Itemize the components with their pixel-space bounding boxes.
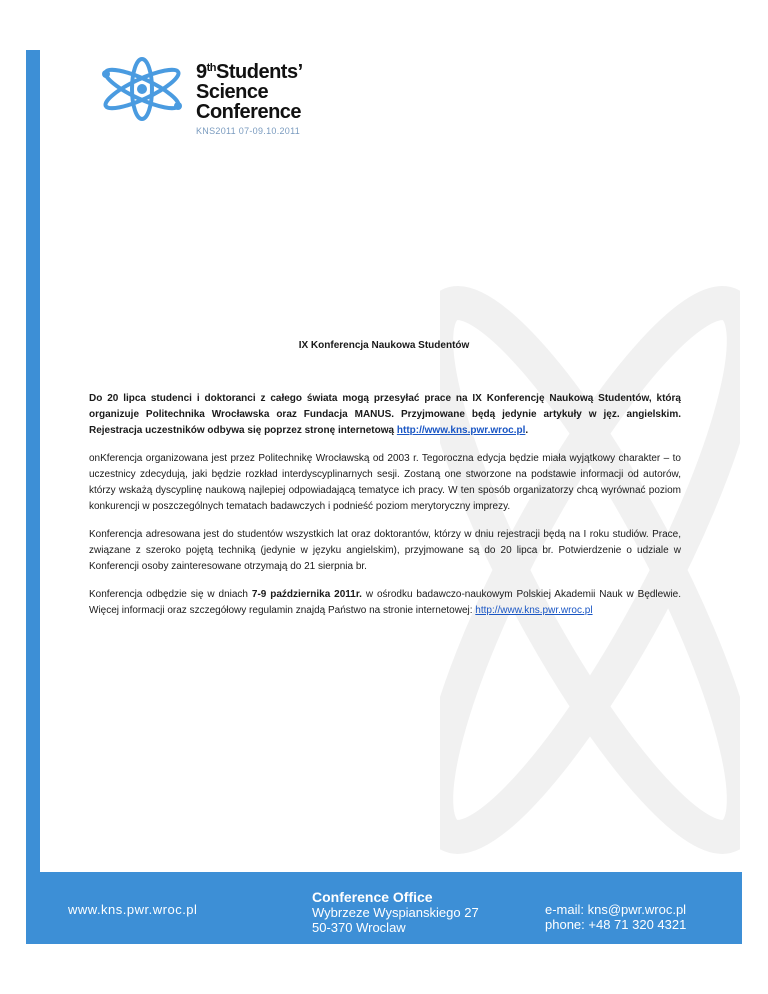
logo-text xyxy=(196,58,303,136)
logo-line-3: Conference xyxy=(196,101,302,123)
footer-phone: phone: +48 71 320 4321 xyxy=(545,917,687,932)
paragraph-2: onKferencja organizowana jest przez Politechnikę Wrocławską od 2003 r. Tegoroczna edycja będzie miała wyjątkowy charakter – to uczestnicy zdecydują, jaki będzie rozkład interdyscyplinarnych sesji. Zostaną one stworzone na podstawie informacji od autorów, którzy wskażą dyscyplinę naukową najlepiej odpowiadającą tematyce ich pracy. W ten sposób organizatorzy chcą wyrównać poziom konkurencji w poszczególnych tematach badawczych i podnieść poziom merytoryczny imprezy. xyxy=(89,453,681,512)
footer-email[interactable]: e-mail: kns@pwr.wroc.pl xyxy=(545,902,687,917)
paragraph-1: Do 20 lipca studenci i doktoranci z całego świata mogą przesyłać prace na IX Konferencję Naukową Studentów, którą organizuje Politechnika Wrocławska oraz Fundacja MANUS. Przyjmowane będą jedynie artykuły w jęz. angielskim. Rejestracja uczestników odbywa się poprzez stronę internetową http://www.kns.pwr.wroc.pl. xyxy=(89,393,681,436)
conference-logo-icon xyxy=(96,54,188,124)
document-body xyxy=(89,391,681,631)
document-title: IX Konferencja Naukowa Studentów xyxy=(298,340,470,351)
footer-website[interactable]: www.kns.pwr.wroc.pl xyxy=(68,902,198,917)
footer-bar xyxy=(26,872,742,944)
logo-dates: KNS2011 07-09.10.2011 xyxy=(196,126,301,136)
footer-contact xyxy=(545,902,686,932)
logo-line-1: 9thStudents’ xyxy=(196,61,303,83)
website-link-1[interactable]: http://www.kns.pwr.wroc.pl xyxy=(396,425,526,436)
paragraph-4: Konferencja odbędzie się w dniach 7-9 października 2011r. w ośrodku badawczo-naukowym Polskiej Akademii Nauk w Będlewie. Więcej informacji oraz szczegółowy regulamin znajdą Państwo na stronie internetowej: http://www.kns.pwr.wroc.pl xyxy=(89,589,682,616)
paragraph-3: Konferencja adresowana jest do studentów wszystkich lat oraz doktorantów, którzy w dniu rejestracji będą na I roku studiów. Prace, związane z szeroko pojętą techniką (jedynie w języku angielskim), przyjmowane są do 20 lipca br. Potwierdzenie o udziale w Konferencji osoby zainteresowane otrzymają do 21 sierpnia br. xyxy=(89,529,681,572)
website-link-2[interactable]: http://www.kns.pwr.wroc.pl xyxy=(475,605,593,616)
side-accent-bar xyxy=(26,50,40,906)
footer-office: Conference Office Wybrzeze Wyspianskiego 27 50-370 Wroclaw xyxy=(312,889,479,935)
logo-line-2: Science xyxy=(196,81,269,103)
